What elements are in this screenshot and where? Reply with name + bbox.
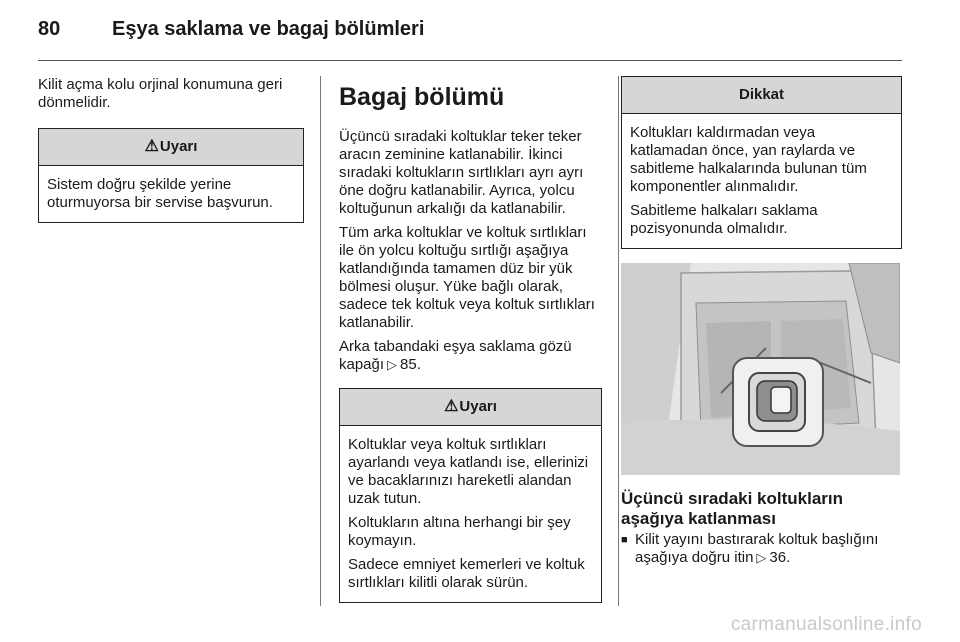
reference-paragraph — [339, 338, 602, 374]
body-paragraph: Tüm arka koltuklar ve koltuk sırtlıkları ile ön yolcu koltuğu sırtlığı aşağıya katlandığında tamamen düz bir yük bölmesi oluşur. Yüke bağlı olarak, sadece tek koltuk veya koltuk sırtlıkları katlanabilir. — [339, 224, 595, 331]
warning-box-header — [39, 129, 303, 166]
warning-paragraph: Sadece emniyet kemerleri ve koltuk sırtlıkları kilitli olarak sürün. — [348, 556, 585, 591]
bullet-text: Kilit yayını bastırarak koltuk başlığını aşağıya doğru itin — [635, 531, 879, 566]
reference-page[interactable]: 85. — [400, 356, 421, 373]
intro-paragraph: Kilit açma kolu orjinal konumuna geri dönmelidir. — [38, 76, 283, 111]
column-middle — [339, 76, 602, 603]
caution-box — [621, 76, 902, 249]
body-paragraph: Üçüncü sıradaki koltuklar teker teker aracın zeminine katlanabilir. İkinci sıradaki koltukların sırtlıkları ayrı ayrı öne doğru katlanabilir. Ayrıca, yolcu koltuğunun arkalığı da katlanabilir. — [339, 128, 584, 217]
column-divider — [320, 76, 321, 606]
trunk-illustration — [621, 263, 900, 475]
bullet-reference-page[interactable]: 36. — [769, 549, 791, 566]
page-number: 80 — [38, 18, 61, 40]
header-rule — [38, 60, 902, 61]
warning-box — [38, 128, 304, 223]
caution-box-header: Dikkat — [622, 77, 901, 114]
warning-box-header — [340, 389, 601, 426]
column-divider — [618, 76, 619, 606]
warning-title: Uyarı — [459, 398, 497, 415]
column-left — [38, 76, 304, 223]
caution-box-body — [622, 114, 901, 248]
warning-triangle-icon: ⚠ — [444, 398, 459, 415]
page-title: Eşya saklama ve bagaj bölümleri — [112, 18, 425, 40]
list-item-text — [635, 531, 902, 567]
page-reference-arrow-icon: ▷ — [387, 357, 398, 372]
section-heading: Bagaj bölümü — [339, 83, 505, 111]
page-reference-arrow-icon: ▷ — [756, 550, 767, 565]
watermark: carmanualsonline.info — [730, 614, 922, 635]
warning-paragraph: Sistem doğru şekilde yerine oturmuyorsa bir servise başvurun. — [47, 176, 273, 211]
warning-box-body — [340, 426, 601, 602]
warning-box-body — [39, 166, 303, 222]
subsection-heading: Üçüncü sıradaki koltukların aşağıya katlanması — [621, 489, 844, 528]
square-bullet-icon: ■ — [621, 534, 628, 546]
list-item — [621, 531, 902, 567]
column-right — [621, 76, 902, 567]
page-header — [38, 18, 904, 50]
warning-paragraph: Koltuklar veya koltuk sırtlıkları ayarlandı veya katlandı ise, ellerinizi ve bacaklarınızı hareketli alandan uzak tutun. — [348, 436, 589, 507]
warning-paragraph: Koltukların altına herhangi bir şey koymayın. — [348, 514, 571, 549]
reference-text: Arka tabandaki eşya saklama gözü kapağı — [339, 338, 572, 373]
caution-paragraph: Sabitleme halkaları saklama pozisyonunda olmalıdır. — [630, 202, 818, 237]
warning-title: Uyarı — [159, 138, 198, 155]
trunk-illustration-svg — [621, 263, 900, 475]
warning-box — [339, 388, 602, 603]
caution-paragraph: Koltukları kaldırmadan veya katlamadan önce, yan raylarda ve sabitleme halkalarında bulunan tüm komponentler alınmalıdır. — [630, 124, 867, 195]
warning-triangle-icon: ⚠ — [144, 138, 159, 155]
